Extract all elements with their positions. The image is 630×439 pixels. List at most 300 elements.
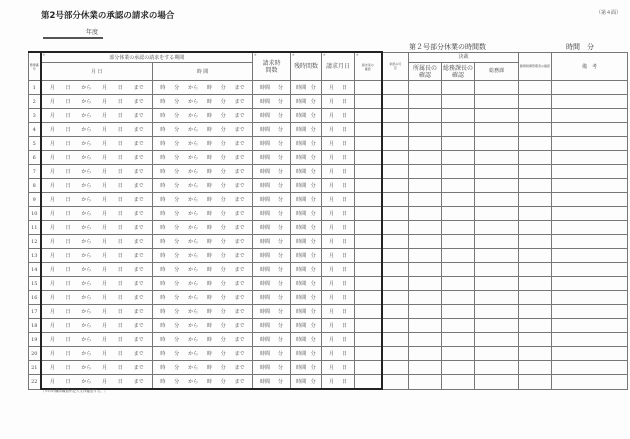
req-hours-units: 時間 分 (259, 253, 283, 259)
somu-field[interactable] (475, 305, 519, 319)
time-range-field[interactable] (153, 291, 253, 305)
date-range-field[interactable] (41, 207, 153, 221)
approval-field[interactable] (382, 305, 409, 319)
approval-field[interactable] (382, 319, 409, 333)
requester-confirm-field[interactable] (355, 81, 382, 95)
header-kessai-group: 決裁 (409, 52, 519, 63)
remarks-field[interactable] (552, 207, 628, 221)
req-hours-field[interactable] (253, 179, 291, 193)
remaining-hours-field[interactable] (291, 291, 322, 305)
remaining-units: 時間 分 (296, 267, 316, 273)
somu-field[interactable] (475, 263, 519, 277)
time-range-field[interactable] (153, 347, 253, 361)
somu-chief-confirm-field[interactable] (442, 165, 475, 179)
time-range-field[interactable] (153, 361, 253, 375)
chief-confirm-field[interactable] (409, 221, 442, 235)
requester-confirm-field[interactable] (355, 137, 382, 151)
time-manager-field[interactable] (519, 319, 552, 333)
requester-confirm-field[interactable] (355, 179, 382, 193)
req-date-units: 月 日 (328, 323, 347, 329)
requester-confirm-field[interactable] (355, 291, 382, 305)
remaining-hours-field[interactable] (291, 207, 322, 221)
remaining-hours-field[interactable] (291, 221, 322, 235)
req-date-units: 月 日 (328, 183, 347, 189)
somu-chief-confirm-field[interactable] (442, 249, 475, 263)
chief-confirm-field[interactable] (409, 151, 442, 165)
somu-chief-confirm-field[interactable] (442, 123, 475, 137)
req-hours-field[interactable] (253, 81, 291, 95)
somu-field[interactable] (475, 95, 519, 109)
date-range-field[interactable] (41, 123, 153, 137)
remarks-field[interactable] (552, 305, 628, 319)
somu-field[interactable] (475, 347, 519, 361)
somu-chief-confirm-field[interactable] (442, 81, 475, 95)
remaining-hours-field[interactable] (291, 305, 322, 319)
row-number: 8 (29, 179, 41, 193)
chief-confirm-field[interactable] (409, 375, 442, 390)
time-range-field[interactable] (153, 207, 253, 221)
date-range-units: 月 日 から 月 日 まで (49, 309, 144, 315)
req-hours-field[interactable] (253, 123, 291, 137)
time-manager-field[interactable] (519, 151, 552, 165)
time-manager-field[interactable] (519, 123, 552, 137)
req-date-field[interactable] (322, 151, 355, 165)
remarks-field[interactable] (552, 123, 628, 137)
approval-field[interactable] (382, 165, 409, 179)
remarks-field[interactable] (552, 361, 628, 375)
req-hours-field[interactable] (253, 165, 291, 179)
req-hours-field[interactable] (253, 221, 291, 235)
time-range-field[interactable] (153, 179, 253, 193)
requester-confirm-field[interactable] (355, 375, 382, 390)
remarks-field[interactable] (552, 221, 628, 235)
req-hours-field[interactable] (253, 109, 291, 123)
req-hours-field[interactable] (253, 333, 291, 347)
chief-confirm-field[interactable] (409, 333, 442, 347)
req-date-field[interactable] (322, 179, 355, 193)
req-hours-field[interactable] (253, 95, 291, 109)
chief-confirm-field[interactable] (409, 249, 442, 263)
req-hours-field[interactable] (253, 319, 291, 333)
req-date-field[interactable] (322, 291, 355, 305)
somu-chief-confirm-field[interactable] (442, 193, 475, 207)
remaining-units: 時間 分 (296, 113, 316, 119)
time-manager-field[interactable] (519, 361, 552, 375)
chief-confirm-field[interactable] (409, 179, 442, 193)
requester-confirm-field[interactable] (355, 319, 382, 333)
date-range-field[interactable] (41, 305, 153, 319)
somu-field[interactable] (475, 375, 519, 390)
row-number: 18 (29, 319, 41, 333)
req-date-field[interactable] (322, 249, 355, 263)
req-date-field[interactable] (322, 137, 355, 151)
req-date-field[interactable] (322, 193, 355, 207)
date-range-field[interactable] (41, 235, 153, 249)
row-number: 1 (29, 81, 41, 95)
date-range-field[interactable] (41, 347, 153, 361)
table-row (29, 109, 628, 123)
time-manager-field[interactable] (519, 333, 552, 347)
remaining-hours-field[interactable] (291, 81, 322, 95)
time-range-field[interactable] (153, 263, 253, 277)
remaining-hours-field[interactable] (291, 123, 322, 137)
time-manager-field[interactable] (519, 81, 552, 95)
remarks-field[interactable] (552, 179, 628, 193)
somu-field[interactable] (475, 151, 519, 165)
req-date-field[interactable] (322, 263, 355, 277)
time-range-field[interactable] (153, 109, 253, 123)
date-range-field[interactable] (41, 221, 153, 235)
chief-confirm-field[interactable] (409, 291, 442, 305)
time-range-field[interactable] (153, 277, 253, 291)
remarks-field[interactable] (552, 109, 628, 123)
date-range-units: 月 日 から 月 日 まで (49, 267, 144, 273)
req-date-field[interactable] (322, 277, 355, 291)
remaining-hours-field[interactable] (291, 333, 322, 347)
time-range-units: 時 分 から 時 分 まで (160, 85, 245, 91)
requester-confirm-field[interactable] (355, 221, 382, 235)
time-manager-field[interactable] (519, 291, 552, 305)
somu-field[interactable] (475, 221, 519, 235)
req-hours-field[interactable] (253, 151, 291, 165)
approval-field[interactable] (382, 235, 409, 249)
req-hours-field[interactable] (253, 193, 291, 207)
remarks-field[interactable] (552, 193, 628, 207)
approval-field[interactable] (382, 151, 409, 165)
remaining-hours-field[interactable] (291, 137, 322, 151)
req-date-units: 月 日 (328, 309, 347, 315)
somu-chief-confirm-field[interactable] (442, 347, 475, 361)
requester-confirm-field[interactable] (355, 277, 382, 291)
req-date-field[interactable] (322, 319, 355, 333)
remarks-field[interactable] (552, 375, 628, 390)
date-range-field[interactable] (41, 333, 153, 347)
req-hours-field[interactable] (253, 361, 291, 375)
time-range-field[interactable] (153, 81, 253, 95)
requester-confirm-field[interactable] (355, 235, 382, 249)
table-row (29, 207, 628, 221)
date-range-field[interactable] (41, 151, 153, 165)
time-range-field[interactable] (153, 95, 253, 109)
somu-chief-confirm-field[interactable] (442, 109, 475, 123)
date-range-units: 月 日 から 月 日 まで (49, 239, 144, 245)
req-date-field[interactable] (322, 165, 355, 179)
req-date-field[interactable] (322, 235, 355, 249)
time-range-field[interactable] (153, 249, 253, 263)
chief-confirm-field[interactable] (409, 165, 442, 179)
requester-confirm-field[interactable] (355, 165, 382, 179)
time-range-units: 時 分 から 時 分 まで (160, 211, 245, 217)
time-range-field[interactable] (153, 375, 253, 390)
remarks-field[interactable] (552, 277, 628, 291)
req-hours-field[interactable] (253, 375, 291, 390)
time-range-field[interactable] (153, 151, 253, 165)
chief-confirm-field[interactable] (409, 81, 442, 95)
requester-confirm-field[interactable] (355, 95, 382, 109)
remarks-field[interactable] (552, 249, 628, 263)
remaining-hours-field[interactable] (291, 109, 322, 123)
approval-field[interactable] (382, 81, 409, 95)
requester-confirm-field[interactable] (355, 361, 382, 375)
date-range-field[interactable] (41, 193, 153, 207)
somu-chief-confirm-field[interactable] (442, 137, 475, 151)
approval-field[interactable] (382, 109, 409, 123)
remaining-units: 時間 分 (296, 127, 316, 133)
remaining-hours-field[interactable] (291, 193, 322, 207)
remarks-field[interactable] (552, 95, 628, 109)
req-hours-field[interactable] (253, 207, 291, 221)
time-manager-field[interactable] (519, 277, 552, 291)
remaining-units: 時間 分 (296, 155, 316, 161)
time-range-field[interactable] (153, 123, 253, 137)
table-row (29, 193, 628, 207)
time-range-field[interactable] (153, 221, 253, 235)
approval-field[interactable] (382, 221, 409, 235)
somu-field[interactable] (475, 235, 519, 249)
remaining-hours-field[interactable] (291, 319, 322, 333)
approval-field[interactable] (382, 95, 409, 109)
requester-confirm-field[interactable] (355, 109, 382, 123)
time-manager-field[interactable] (519, 109, 552, 123)
time-manager-field[interactable] (519, 305, 552, 319)
time-manager-field[interactable] (519, 193, 552, 207)
req-date-field[interactable] (322, 95, 355, 109)
req-date-field[interactable] (322, 221, 355, 235)
req-hours-field[interactable] (253, 263, 291, 277)
date-range-field[interactable] (41, 109, 153, 123)
somu-chief-confirm-field[interactable] (442, 221, 475, 235)
requester-confirm-field[interactable] (355, 193, 382, 207)
approval-field[interactable] (382, 179, 409, 193)
date-range-field[interactable] (41, 249, 153, 263)
requester-confirm-field[interactable] (355, 151, 382, 165)
approval-field[interactable] (382, 137, 409, 151)
requester-confirm-field[interactable] (355, 207, 382, 221)
somu-field[interactable] (475, 193, 519, 207)
chief-confirm-field[interactable] (409, 95, 442, 109)
req-hours-field[interactable] (253, 305, 291, 319)
somu-field[interactable] (475, 109, 519, 123)
date-range-units: 月 日 から 月 日 まで (49, 169, 144, 175)
remaining-units: 時間 分 (296, 239, 316, 245)
remarks-field[interactable] (552, 333, 628, 347)
remaining-hours-field[interactable] (291, 151, 322, 165)
date-range-field[interactable] (41, 81, 153, 95)
somu-chief-confirm-field[interactable] (442, 361, 475, 375)
req-hours-field[interactable] (253, 291, 291, 305)
req-date-field[interactable] (322, 375, 355, 390)
remaining-hours-field[interactable] (291, 347, 322, 361)
requester-confirm-field[interactable] (355, 249, 382, 263)
chief-confirm-field[interactable] (409, 193, 442, 207)
header-somu-chief-confirm: 総務課長の確認 (443, 64, 474, 79)
remaining-units: 時間 分 (296, 337, 316, 343)
remarks-field[interactable] (552, 137, 628, 151)
time-range-field[interactable] (153, 165, 253, 179)
somu-chief-confirm-field[interactable] (442, 235, 475, 249)
date-range-field[interactable] (41, 137, 153, 151)
remaining-hours-field[interactable] (291, 277, 322, 291)
row-number: 12 (29, 235, 41, 249)
time-range-field[interactable] (153, 333, 253, 347)
somu-field[interactable] (475, 333, 519, 347)
time-manager-field[interactable] (519, 95, 552, 109)
req-date-field[interactable] (322, 123, 355, 137)
page-number: （第４面） (596, 10, 622, 16)
req-hours-units: 時間 分 (259, 197, 283, 203)
remaining-hours-field[interactable] (291, 375, 322, 390)
remarks-field[interactable] (552, 165, 628, 179)
req-date-field[interactable] (322, 109, 355, 123)
somu-field[interactable] (475, 361, 519, 375)
somu-chief-confirm-field[interactable] (442, 319, 475, 333)
somu-chief-confirm-field[interactable] (442, 333, 475, 347)
requester-confirm-field[interactable] (355, 305, 382, 319)
approval-field[interactable] (382, 193, 409, 207)
requester-confirm-field[interactable] (355, 263, 382, 277)
date-range-field[interactable] (41, 277, 153, 291)
req-hours-field[interactable] (253, 137, 291, 151)
approval-field[interactable] (382, 375, 409, 390)
date-range-field[interactable] (41, 375, 153, 390)
remaining-hours-field[interactable] (291, 179, 322, 193)
date-range-units: 月 日 から 月 日 まで (49, 281, 144, 287)
approval-field[interactable] (382, 291, 409, 305)
somu-chief-confirm-field[interactable] (442, 95, 475, 109)
somu-field[interactable] (475, 179, 519, 193)
somu-field[interactable] (475, 137, 519, 151)
time-range-field[interactable] (153, 137, 253, 151)
time-manager-field[interactable] (519, 221, 552, 235)
remarks-field[interactable] (552, 263, 628, 277)
date-range-units: 月 日 から 月 日 まで (49, 225, 144, 231)
req-date-units: 月 日 (328, 85, 347, 91)
req-hours-field[interactable] (253, 277, 291, 291)
date-range-field[interactable] (41, 291, 153, 305)
somu-chief-confirm-field[interactable] (442, 179, 475, 193)
requester-confirm-field[interactable] (355, 347, 382, 361)
req-hours-field[interactable] (253, 249, 291, 263)
remaining-hours-field[interactable] (291, 235, 322, 249)
date-range-field[interactable] (41, 179, 153, 193)
chief-confirm-field[interactable] (409, 137, 442, 151)
req-hours-units: 時間 分 (259, 239, 283, 245)
remaining-units: 時間 分 (296, 379, 316, 385)
date-range-field[interactable] (41, 319, 153, 333)
time-range-field[interactable] (153, 319, 253, 333)
chief-confirm-field[interactable] (409, 207, 442, 221)
somu-chief-confirm-field[interactable] (442, 207, 475, 221)
chief-confirm-field[interactable] (409, 235, 442, 249)
chief-confirm-field[interactable] (409, 109, 442, 123)
remaining-hours-field[interactable] (291, 249, 322, 263)
approval-field[interactable] (382, 347, 409, 361)
somu-field[interactable] (475, 291, 519, 305)
date-range-field[interactable] (41, 263, 153, 277)
approval-field[interactable] (382, 123, 409, 137)
time-manager-field[interactable] (519, 263, 552, 277)
req-date-field[interactable] (322, 207, 355, 221)
remarks-field[interactable] (552, 319, 628, 333)
req-date-field[interactable] (322, 333, 355, 347)
req-date-field[interactable] (322, 361, 355, 375)
req-date-field[interactable] (322, 81, 355, 95)
req-hours-field[interactable] (253, 347, 291, 361)
approval-field[interactable] (382, 207, 409, 221)
chief-confirm-field[interactable] (409, 361, 442, 375)
remaining-hours-field[interactable] (291, 263, 322, 277)
somu-chief-confirm-field[interactable] (442, 277, 475, 291)
chief-confirm-field[interactable] (409, 347, 442, 361)
approval-field[interactable] (382, 249, 409, 263)
somu-field[interactable] (475, 165, 519, 179)
approval-field[interactable] (382, 263, 409, 277)
approval-field[interactable] (382, 361, 409, 375)
somu-chief-confirm-field[interactable] (442, 375, 475, 390)
req-date-units: 月 日 (328, 267, 347, 273)
time-manager-field[interactable] (519, 165, 552, 179)
chief-confirm-field[interactable] (409, 263, 442, 277)
time-range-field[interactable] (153, 235, 253, 249)
time-range-field[interactable] (153, 193, 253, 207)
somu-field[interactable] (475, 319, 519, 333)
time-range-field[interactable] (153, 305, 253, 319)
somu-field[interactable] (475, 277, 519, 291)
chief-confirm-field[interactable] (409, 123, 442, 137)
remaining-hours-field[interactable] (291, 95, 322, 109)
somu-chief-confirm-field[interactable] (442, 151, 475, 165)
requester-confirm-field[interactable] (355, 333, 382, 347)
somu-chief-confirm-field[interactable] (442, 291, 475, 305)
remarks-field[interactable] (552, 151, 628, 165)
req-hours-field[interactable] (253, 235, 291, 249)
remaining-hours-field[interactable] (291, 361, 322, 375)
remarks-field[interactable] (552, 291, 628, 305)
time-manager-field[interactable] (519, 137, 552, 151)
remaining-hours-field[interactable] (291, 165, 322, 179)
time-manager-field[interactable] (519, 235, 552, 249)
time-range-units: 時 分 から 時 分 まで (160, 239, 245, 245)
time-manager-field[interactable] (519, 179, 552, 193)
remarks-field[interactable] (552, 347, 628, 361)
somu-chief-confirm-field[interactable] (442, 305, 475, 319)
remarks-field[interactable] (552, 81, 628, 95)
chief-confirm-field[interactable] (409, 319, 442, 333)
req-date-field[interactable] (322, 347, 355, 361)
somu-chief-confirm-field[interactable] (442, 263, 475, 277)
date-range-field[interactable] (41, 361, 153, 375)
date-range-field[interactable] (41, 165, 153, 179)
time-manager-field[interactable] (519, 207, 552, 221)
req-date-field[interactable] (322, 305, 355, 319)
time-manager-field[interactable] (519, 347, 552, 361)
requester-confirm-field[interactable] (355, 123, 382, 137)
time-range-units: 時 分 から 時 分 まで (160, 309, 245, 315)
chief-confirm-field[interactable] (409, 305, 442, 319)
date-range-field[interactable] (41, 95, 153, 109)
remaining-units: 時間 分 (296, 295, 316, 301)
chief-confirm-field[interactable] (409, 277, 442, 291)
somu-field[interactable] (475, 123, 519, 137)
somu-field[interactable] (475, 81, 519, 95)
time-manager-field[interactable] (519, 375, 552, 390)
somu-field[interactable] (475, 249, 519, 263)
remarks-field[interactable] (552, 235, 628, 249)
approval-field[interactable] (382, 333, 409, 347)
approval-field[interactable] (382, 277, 409, 291)
time-manager-field[interactable] (519, 249, 552, 263)
somu-field[interactable] (475, 207, 519, 221)
